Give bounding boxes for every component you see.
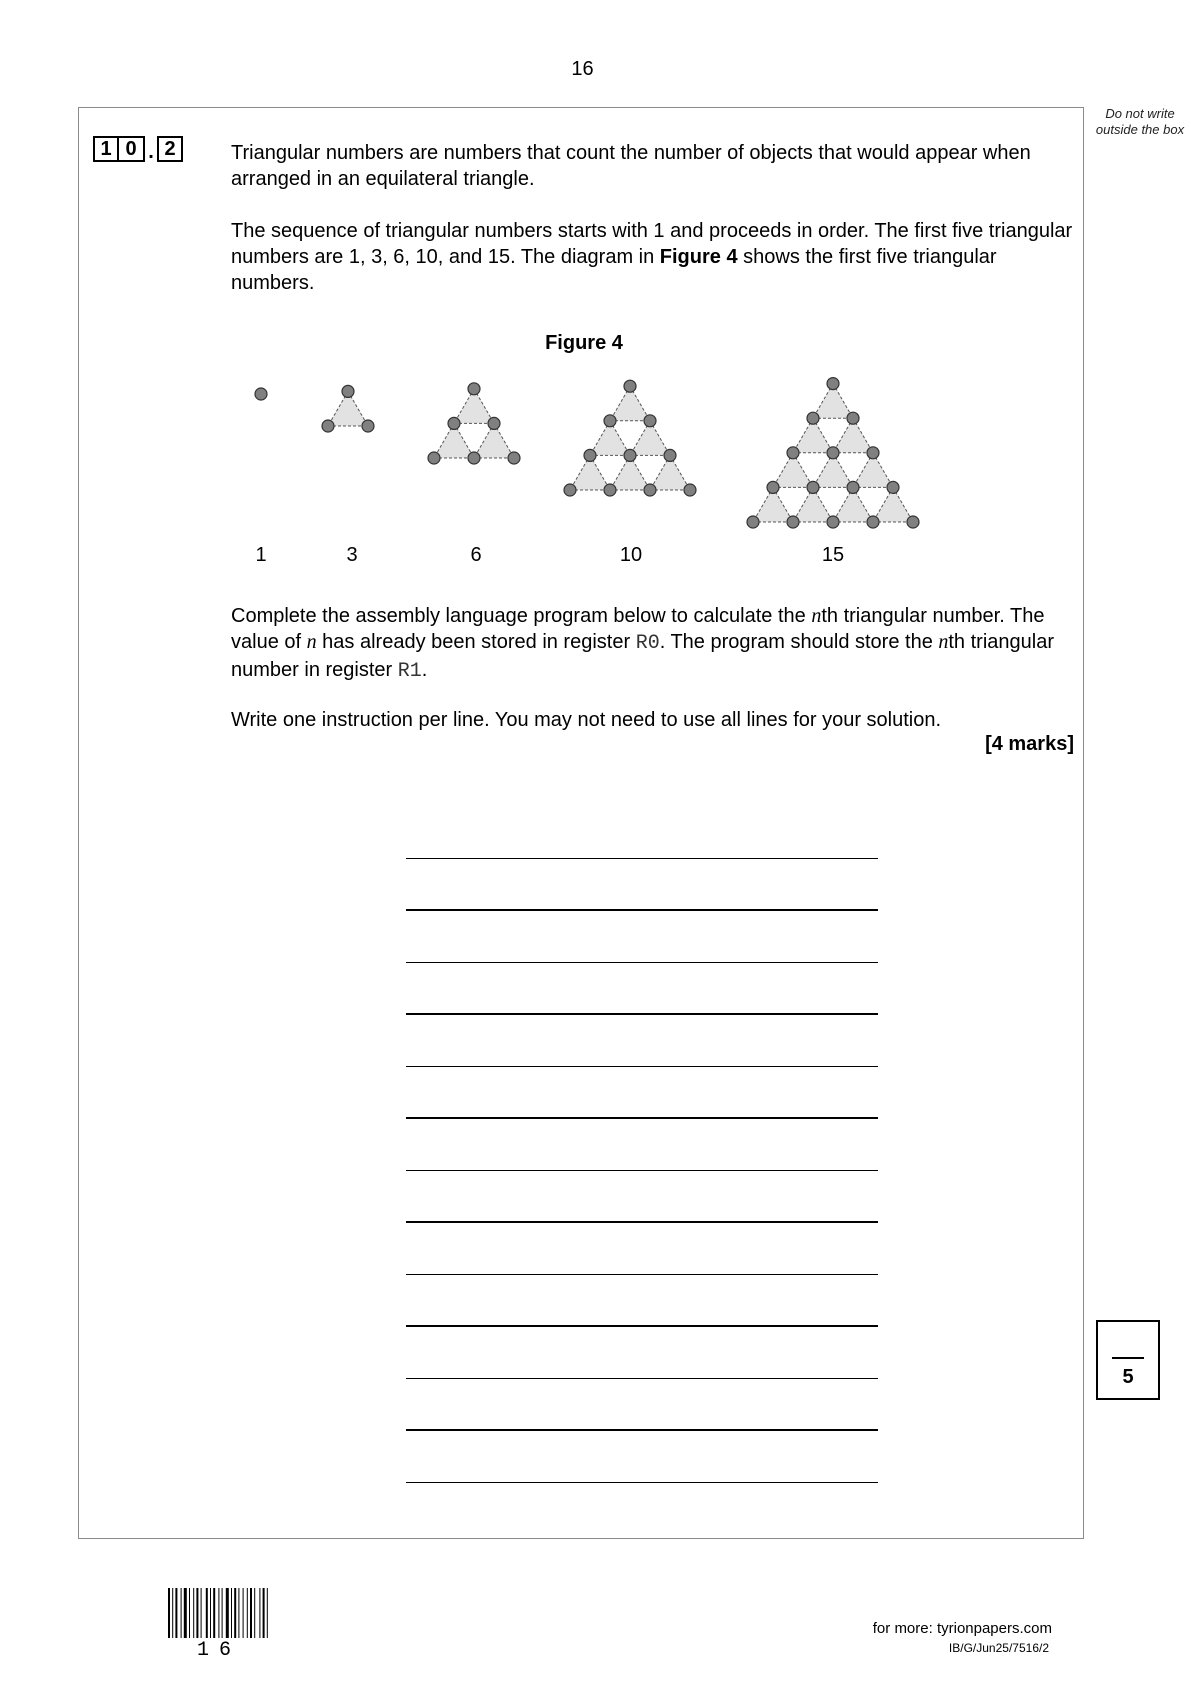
answer-line[interactable] — [406, 1067, 878, 1119]
answer-line[interactable] — [406, 1015, 878, 1067]
answer-line[interactable] — [406, 1327, 878, 1379]
figure-dot — [887, 481, 899, 493]
figure-dot — [684, 484, 696, 496]
figure-dot — [827, 516, 839, 528]
figure-dot — [644, 484, 656, 496]
answer-line[interactable] — [406, 1275, 878, 1327]
question-digit-1: 1 — [93, 136, 119, 162]
barcode-bar — [267, 1588, 268, 1638]
figure-dot — [468, 383, 480, 395]
figure-dot — [807, 481, 819, 493]
question-digit-2: 0 — [119, 136, 145, 162]
triangular-numbers-figure — [0, 0, 1191, 600]
barcode-bar — [175, 1588, 177, 1638]
barcode-bar — [206, 1588, 208, 1638]
task-text-3: has already been stored in register — [316, 631, 636, 653]
figure-dot — [584, 449, 596, 461]
answer-line[interactable] — [406, 1119, 878, 1171]
answer-line[interactable] — [406, 963, 878, 1015]
figure-dot — [255, 388, 267, 400]
score-bar — [1112, 1357, 1144, 1359]
barcode-bar — [234, 1588, 236, 1638]
page-number: 16 — [571, 58, 594, 80]
figure-dot — [604, 484, 616, 496]
sequence-text-1: The sequence of triangular numbers starts with 1 and proceeds in order. The first five triangular numbers are 1, 3, 6, 10, and 15. The diagram in — [231, 220, 1073, 268]
figure-dot — [362, 420, 374, 432]
figure-title: Figure 4 — [545, 332, 623, 354]
figure-dot — [767, 481, 779, 493]
figure-dot — [468, 452, 480, 464]
figure-dot — [624, 449, 636, 461]
figure-label-1: 1 — [255, 544, 267, 566]
figure-dot — [664, 449, 676, 461]
figure-dot — [827, 447, 839, 459]
register-r1: R1 — [397, 660, 422, 683]
figure-label-15: 15 — [821, 544, 845, 566]
figure-edges — [328, 384, 913, 522]
barcode-bar — [247, 1588, 248, 1638]
figure-dot — [847, 481, 859, 493]
register-r0: R0 — [635, 632, 660, 655]
figure-dot — [787, 447, 799, 459]
barcode-bar — [263, 1588, 265, 1638]
figure-dot — [747, 516, 759, 528]
task-text-1: Complete the assembly language program below to calculate the — [231, 605, 812, 627]
barcode-bar — [250, 1588, 252, 1638]
figure-label-3: 3 — [346, 544, 358, 566]
figure-dot — [448, 417, 460, 429]
barcode-bar — [201, 1588, 202, 1638]
figure-label-10: 10 — [619, 544, 643, 566]
barcode-bar — [254, 1588, 255, 1638]
barcode-bar — [196, 1588, 198, 1638]
variable-n: n — [938, 631, 949, 653]
question-digit-3: 2 — [157, 136, 183, 162]
task-text-6: . — [421, 659, 428, 681]
answer-line[interactable] — [406, 807, 878, 859]
answer-line[interactable] — [406, 1431, 878, 1483]
barcode-bar — [172, 1588, 173, 1638]
barcode-bar — [259, 1588, 260, 1638]
barcode-bar — [226, 1588, 229, 1638]
sequence-text-2: shows the first five triangular numbers. — [231, 246, 997, 294]
barcode-bar — [193, 1588, 194, 1638]
figure-dot — [428, 452, 440, 464]
figure-dot — [867, 447, 879, 459]
figure-label-6: 6 — [470, 544, 482, 566]
figure-dot — [827, 378, 839, 390]
score-total: 5 — [1122, 1366, 1134, 1388]
margin-note: Do not write outside the box — [1095, 106, 1185, 137]
figure-dot — [564, 484, 576, 496]
figure-dot — [867, 516, 879, 528]
answer-line[interactable] — [406, 1171, 878, 1223]
figure-dot — [322, 420, 334, 432]
intro-paragraph: Triangular numbers are numbers that count the number of objects that would appear when arranged in an equilateral triangle. — [231, 142, 1031, 190]
figure-dot — [604, 415, 616, 427]
task-text-2: th triangular number. The value of — [231, 605, 1045, 653]
question-number-dot: . — [148, 141, 154, 163]
figure-dot — [847, 412, 859, 424]
barcode-bar — [243, 1588, 244, 1638]
answer-line[interactable] — [406, 911, 878, 963]
barcode — [168, 1588, 280, 1642]
marks-label: [4 marks] — [985, 733, 1074, 755]
task-paragraph — [231, 603, 1081, 685]
answer-line[interactable] — [406, 1223, 878, 1275]
figure-reference: Figure 4 — [659, 246, 738, 268]
figure-dot — [342, 385, 354, 397]
task-text-5: th triangular number in register — [231, 631, 1054, 681]
variable-n: n — [811, 605, 822, 627]
barcode-bar — [210, 1588, 211, 1638]
barcode-digits: 16 — [197, 1639, 242, 1662]
barcode-bar — [168, 1588, 170, 1638]
footer-code: IB/G/Jun25/7516/2 — [948, 1641, 1049, 1655]
barcode-bar — [231, 1588, 232, 1638]
figure-dot — [624, 380, 636, 392]
task-text-4: . The program should store the — [659, 631, 939, 653]
figure-dot — [508, 452, 520, 464]
barcode-bar — [184, 1588, 187, 1638]
figure-dot — [907, 516, 919, 528]
figure-dot — [787, 516, 799, 528]
barcode-bar — [222, 1588, 223, 1638]
figure-dot — [644, 415, 656, 427]
figure-dot — [807, 412, 819, 424]
footer-website: for more: tyrionpapers.com — [872, 1620, 1052, 1637]
barcode-bar — [213, 1588, 215, 1638]
answer-line[interactable] — [406, 1379, 878, 1431]
answer-line[interactable] — [406, 859, 878, 911]
score-box — [1096, 1320, 1160, 1400]
barcode-bar — [238, 1588, 239, 1638]
figure-dot — [488, 417, 500, 429]
barcode-bar — [189, 1588, 190, 1638]
instruction-paragraph: Write one instruction per line. You may not need to use all lines for your solution. — [231, 709, 942, 731]
barcode-bar — [218, 1588, 219, 1638]
variable-n: n — [306, 631, 317, 653]
answer-lines[interactable] — [406, 807, 878, 1483]
barcode-bar — [181, 1588, 182, 1638]
